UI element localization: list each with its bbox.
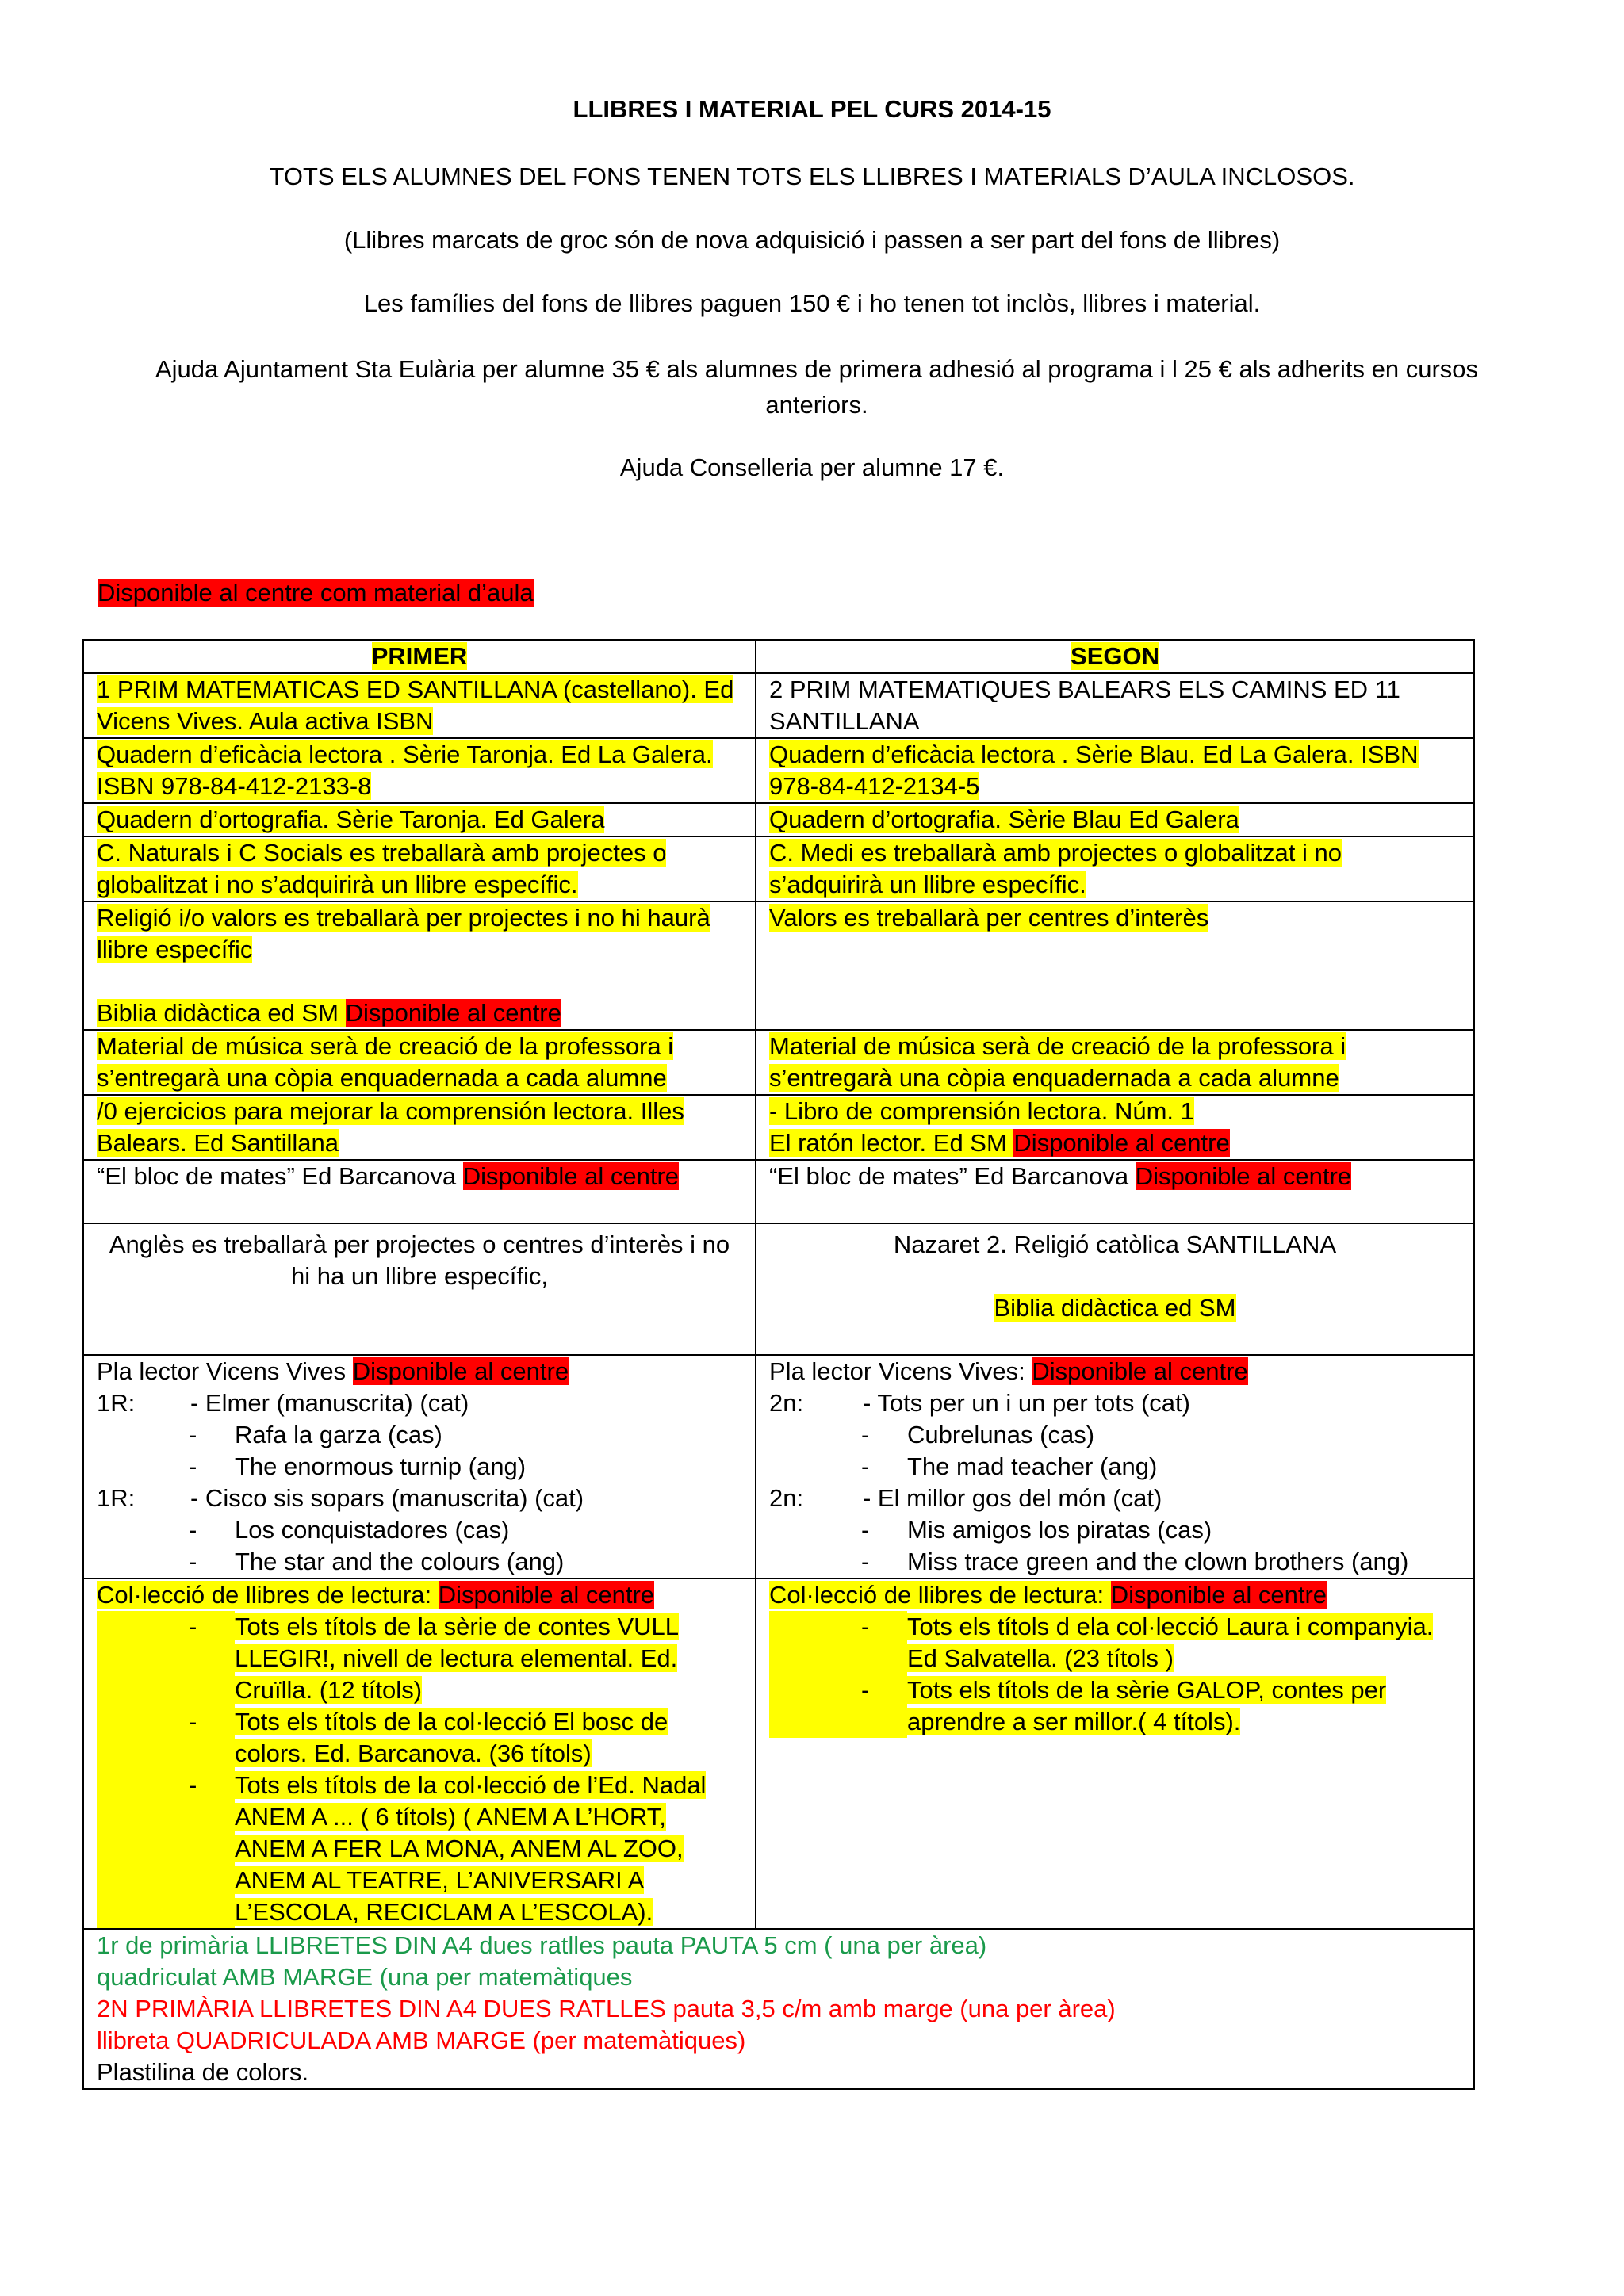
cell-primer: C. Naturals i C Socials es treballarà amb projectes o globalitzat i no s’adquirirà un llibre específic.: [83, 836, 756, 901]
intro-line-1: TOTS ELS ALUMNES DEL FONS TENEN TOTS ELS LLIBRES I MATERIALS D’AULA INCLOSOS.: [269, 163, 1355, 190]
footer-line: quadriculat AMB MARGE (una per matemàtiques: [97, 1963, 633, 1991]
cell-primer-pla-lector: Pla lector Vicens Vives Disponible al centre 1R: - Elmer (manuscrita) (cat) - Rafa la garza (cas) - The enormous turnip (ang) 1R: - Cisco sis sopars (manuscrita) (cat) - Los conquistadores (cas) - The star and the colours (ang): [83, 1355, 756, 1578]
cell-footer-materials: [83, 1929, 1474, 2089]
legend-available: Disponible al centre com material d’aula: [98, 579, 534, 607]
table-row: [83, 1355, 1474, 1578]
table-row: [83, 1160, 1474, 1223]
cell-primer: “El bloc de mates” Ed Barcanova Disponible al centre: [83, 1160, 756, 1223]
materials-table: [82, 639, 1475, 2090]
table-row: [83, 1030, 1474, 1095]
footer-line: 1r de primària LLIBRETES DIN A4 dues ratlles pauta PAUTA 5 cm ( una per àrea): [97, 1931, 987, 1959]
cell-primer: Quadern d’ortografia. Sèrie Taronja. Ed Galera: [83, 803, 756, 836]
footer-line: llibreta QUADRICULADA AMB MARGE (per matemàtiques): [97, 2026, 746, 2054]
table-row: [83, 673, 1474, 738]
cell-primer: 1 PRIM MATEMATICAS ED SANTILLANA (castellano). Ed Vicens Vives. Aula activa ISBN: [83, 673, 756, 738]
table-row: [83, 836, 1474, 901]
cell-segon: 2 PRIM MATEMATIQUES BALEARS ELS CAMINS ED 11 SANTILLANA: [756, 673, 1474, 738]
table-row: [83, 901, 1474, 1030]
cell-segon-pla-lector: Pla lector Vicens Vives: Disponible al centre 2n: - Tots per un i un per tots (cat) - Cubrelunas (cas) - The mad teacher (ang) 2n: - El millor gos del món (cat) - Mis amigos los piratas (cas) - Miss trace green and the clown brothers (ang): [756, 1355, 1474, 1578]
cell-segon-lectures: Col·lecció de llibres de lectura: Disponible al centre - Tots els títols d ela col·lecció Laura i companyia. Ed Salvatella. (23 títols ) - Tots els títols de la sèrie GALOP, contes per aprendre a ser millor.( 4 títols).: [756, 1578, 1474, 1929]
col-header-segon: SEGON: [756, 640, 1474, 673]
table-row: [83, 738, 1474, 803]
footer-line: 2N PRIMÀRIA LLIBRETES DIN A4 DUES RATLLES pauta 3,5 c/m amb marge (una per àrea): [97, 1995, 1116, 2022]
col-header-primer: PRIMER: [83, 640, 756, 673]
intro-line-5: Ajuda Conselleria per alumne 17 €.: [619, 453, 1005, 481]
cell-primer: Material de música serà de creació de la professora i s’entregarà una còpia enquadernada a cada alumne: [83, 1030, 756, 1095]
cell-primer: Anglès es treballarà per projectes o centres d’interès i no hi ha un llibre específic,: [83, 1223, 756, 1355]
cell-segon: Nazaret 2. Religió catòlica SANTILLANA Biblia didàctica ed SM: [756, 1223, 1474, 1355]
cell-segon: Valors es treballarà per centres d’interès: [756, 901, 1474, 1030]
table-row: [83, 1578, 1474, 1929]
cell-primer: /0 ejercicios para mejorar la comprensión lectora. Illes Balears. Ed Santillana: [83, 1095, 756, 1160]
cell-segon: Quadern d’eficàcia lectora . Sèrie Blau. Ed La Galera. ISBN 978-84-412-2134-5: [756, 738, 1474, 803]
cell-primer-lectures: Col·lecció de llibres de lectura: Disponible al centre - Tots els títols de la sèrie de contes VULL LLEGIR!, nivell de lectura elemental. Ed. Cruïlla. (12 títols) - Tots els títols de la col·lecció El bosc de colors. Ed. Barcanova. (36 títols) - Tots els títols de la col·lecció de l’Ed. Nadal ANEM A ... ( 6 títols) ( ANEM A L’HORT, ANEM A FER LA MONA, ANEM AL ZOO, ANEM AL TEATRE, L’ANIVERSARI A L’ESCOLA, RECICLAM A L’ESCOLA).: [83, 1578, 756, 1929]
intro-line-2: (Llibres marcats de groc són de nova adquisició i passen a ser part del fons de llibres): [343, 226, 1281, 254]
table-footer-row: [83, 1929, 1474, 2089]
footer-line: Plastilina de colors.: [97, 2058, 309, 2086]
intro-line-3: Les famílies del fons de llibres paguen 150 € i ho tenen tot inclòs, llibres i material.: [363, 289, 1261, 317]
cell-segon: Quadern d’ortografia. Sèrie Blau Ed Galera: [756, 803, 1474, 836]
intro-line-4: Ajuda Ajuntament Sta Eulària per alumne 35 € als alumnes de primera adhesió al programa i l 25 € als adherits en cursos anteriors.: [155, 355, 1479, 419]
table-row: [83, 1223, 1474, 1355]
cell-segon: “El bloc de mates” Ed Barcanova Disponible al centre: [756, 1160, 1474, 1223]
page-title: LLIBRES I MATERIAL PEL CURS 2014-15: [573, 95, 1051, 123]
cell-segon: C. Medi es treballarà amb projectes o globalitzat i no s’adquirirà un llibre específic.: [756, 836, 1474, 901]
cell-segon: Material de música serà de creació de la professora i s’entregarà una còpia enquadernada a cada alumne: [756, 1030, 1474, 1095]
table-row: [83, 803, 1474, 836]
table-row: [83, 1095, 1474, 1160]
cell-segon: - Libro de comprensión lectora. Núm. 1 El ratón lector. Ed SM Disponible al centre: [756, 1095, 1474, 1160]
cell-primer: Quadern d’eficàcia lectora . Sèrie Taronja. Ed La Galera. ISBN 978-84-412-2133-8: [83, 738, 756, 803]
cell-primer: Religió i/o valors es treballarà per projectes i no hi haurà llibre específic Biblia didàctica ed SM Disponible al centre: [83, 901, 756, 1030]
table-header-row: [83, 640, 1474, 673]
